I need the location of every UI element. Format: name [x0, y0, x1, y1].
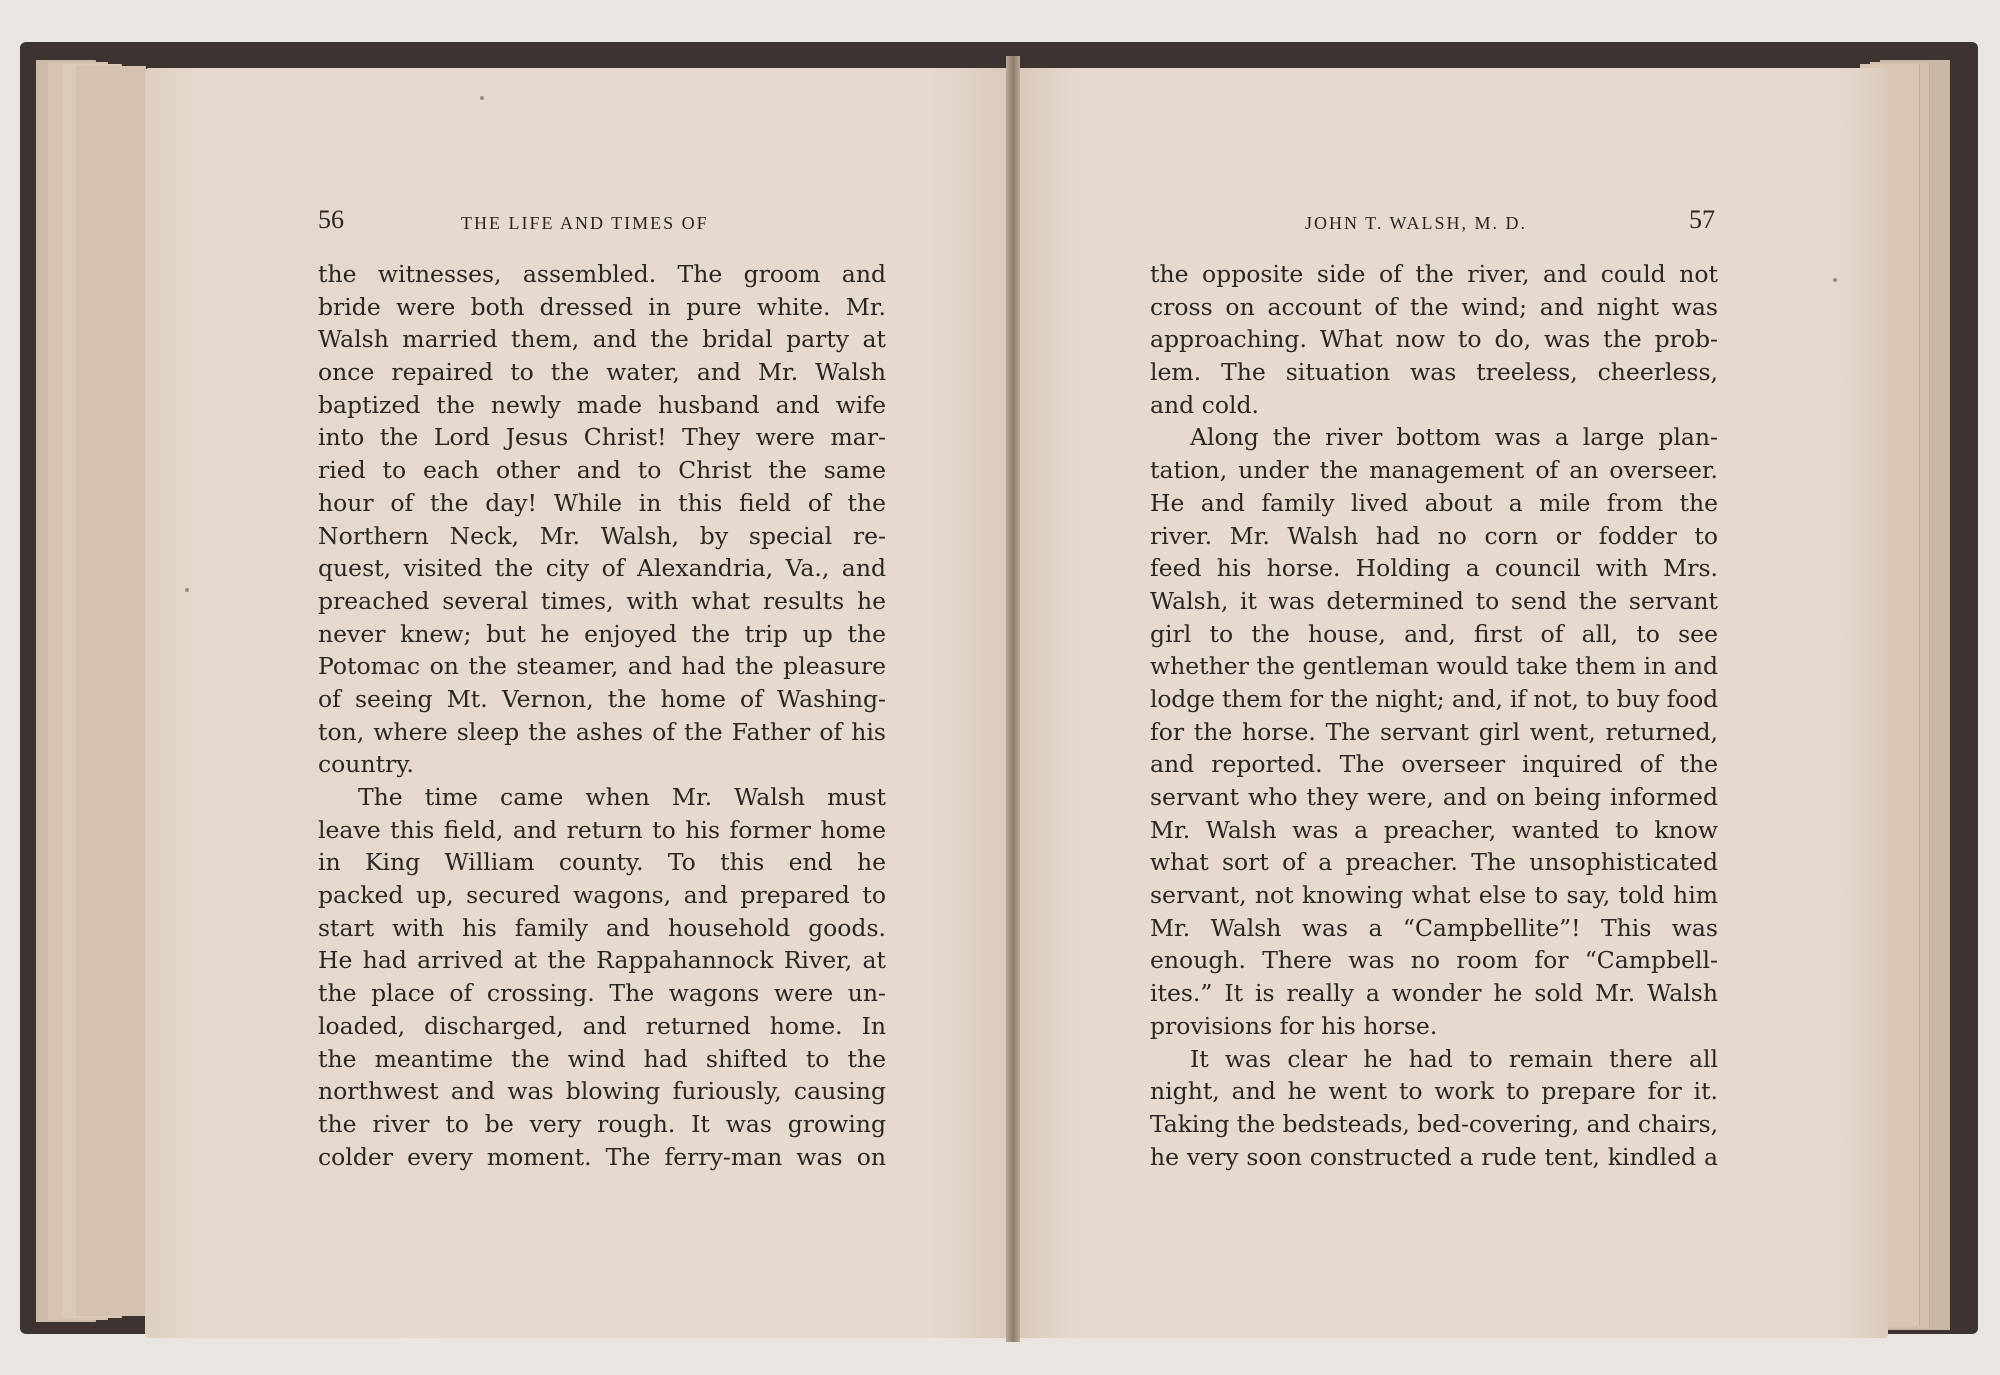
text-line: the witnesses, assembled. The groom and: [318, 260, 886, 288]
text-line: The time came when Mr. Walsh must: [358, 783, 886, 811]
text-line: quest, visited the city of Alexandria, Va., and: [318, 554, 886, 583]
text-line: start with his family and household goods.: [318, 913, 886, 942]
text-line: It was clear he had to remain there all: [1190, 1044, 1718, 1073]
page-number: 57: [1689, 205, 1715, 234]
text-line: Mr. Walsh was a “Campbellite”! This was: [1150, 913, 1718, 942]
right-page-header: [1305, 205, 1715, 245]
text-line: lodge them for the night; and, if not, to buy food: [1150, 684, 1718, 713]
text-line: and reported. The overseer inquired of the: [1150, 750, 1718, 779]
running-head: JOHN T. WALSH, M. D.: [1305, 213, 1528, 233]
text-line: Walsh married them, and the bridal party at: [318, 325, 886, 354]
text-line: into the Lord Jesus Christ! They were mar-: [318, 423, 886, 452]
text-line: Walsh, it was determined to send the servant: [1150, 586, 1718, 615]
text-line: lem. The situation was treeless, cheerless,: [1150, 358, 1718, 387]
text-line: the place of crossing. The wagons were un-: [318, 979, 886, 1008]
text-line: leave this field, and return to his former home: [318, 815, 886, 844]
text-line: Along the river bottom was a large plan-: [1190, 423, 1718, 452]
right-page-body: [1150, 258, 1718, 1173]
running-head: THE LIFE AND TIMES OF: [461, 213, 709, 233]
text-line: whether the gentleman would take them in and: [1150, 652, 1718, 681]
text-line: packed up, secured wagons, and prepared to: [318, 881, 886, 910]
text-line: preached several times, with what results he: [318, 586, 886, 615]
text-line: colder every moment. The ferry-man was on: [318, 1142, 886, 1171]
text-line: servant, not knowing what else to say, told him: [1150, 881, 1718, 910]
text-line: northwest and was blowing furiously, causing: [318, 1077, 886, 1106]
text-line: provisions for his horse.: [1150, 1011, 1438, 1040]
text-line: river. Mr. Walsh had no corn or fodder to: [1150, 521, 1718, 550]
paper-speck: [1833, 278, 1837, 282]
text-line: He and family lived about a mile from the: [1150, 488, 1718, 517]
paper-speck: [185, 588, 189, 592]
text-line: he very soon constructed a rude tent, kindled a: [1150, 1142, 1718, 1171]
text-line: the river to be very rough. It was growing: [318, 1109, 886, 1138]
text-line: tation, under the management of an overseer.: [1150, 456, 1718, 485]
text-line: bride were both dressed in pure white. Mr.: [318, 292, 886, 321]
text-line: Northern Neck, Mr. Walsh, by special re-: [318, 521, 886, 550]
text-line: of seeing Mt. Vernon, the home of Washing-: [318, 684, 886, 713]
text-line: the meantime the wind had shifted to the: [318, 1044, 886, 1073]
text-line: night, and he went to work to prepare for it.: [1150, 1077, 1718, 1106]
text-line: for the horse. The servant girl went, returned,: [1150, 717, 1718, 746]
book-gutter: [1006, 56, 1020, 1342]
text-line: never knew; but he enjoyed the trip up the: [318, 619, 886, 648]
text-line: the opposite side of the river, and could not: [1150, 260, 1718, 288]
page-number: 56: [318, 205, 344, 234]
text-line: feed his horse. Holding a council with Mrs.: [1150, 554, 1718, 583]
text-line: ried to each other and to Christ the same: [318, 456, 886, 485]
left-page-edges: [76, 66, 146, 1316]
left-page-body: [318, 258, 886, 1173]
text-line: Potomac on the steamer, and had the pleasure: [318, 652, 886, 681]
text-line: loaded, discharged, and returned home. In: [318, 1011, 886, 1040]
text-line: servant who they were, and on being informed: [1150, 783, 1718, 811]
text-line: ton, where sleep the ashes of the Father of his: [318, 717, 886, 746]
text-line: country.: [318, 750, 414, 779]
text-line: girl to the house, and, first of all, to see: [1150, 619, 1718, 648]
text-line: what sort of a preacher. The unsophisticated: [1150, 848, 1718, 877]
text-line: ites.” It is really a wonder he sold Mr. Walsh: [1150, 979, 1718, 1008]
text-line: baptized the newly made husband and wife: [318, 390, 886, 419]
paper-speck: [480, 96, 484, 100]
text-line: hour of the day! While in this field of the: [318, 488, 886, 517]
text-line: Mr. Walsh was a preacher, wanted to know: [1150, 815, 1718, 844]
text-line: Taking the bedsteads, bed-covering, and chairs,: [1150, 1109, 1718, 1138]
text-line: in King William county. To this end he: [318, 848, 886, 877]
text-line: and cold.: [1150, 390, 1259, 419]
text-line: enough. There was no room for “Campbell-: [1150, 946, 1718, 975]
left-page-header: [318, 205, 886, 245]
text-line: once repaired to the water, and Mr. Walsh: [318, 358, 886, 387]
text-line: cross on account of the wind; and night was: [1150, 292, 1718, 321]
text-line: He had arrived at the Rappahannock River, at: [318, 946, 886, 975]
text-line: approaching. What now to do, was the prob-: [1150, 325, 1718, 354]
